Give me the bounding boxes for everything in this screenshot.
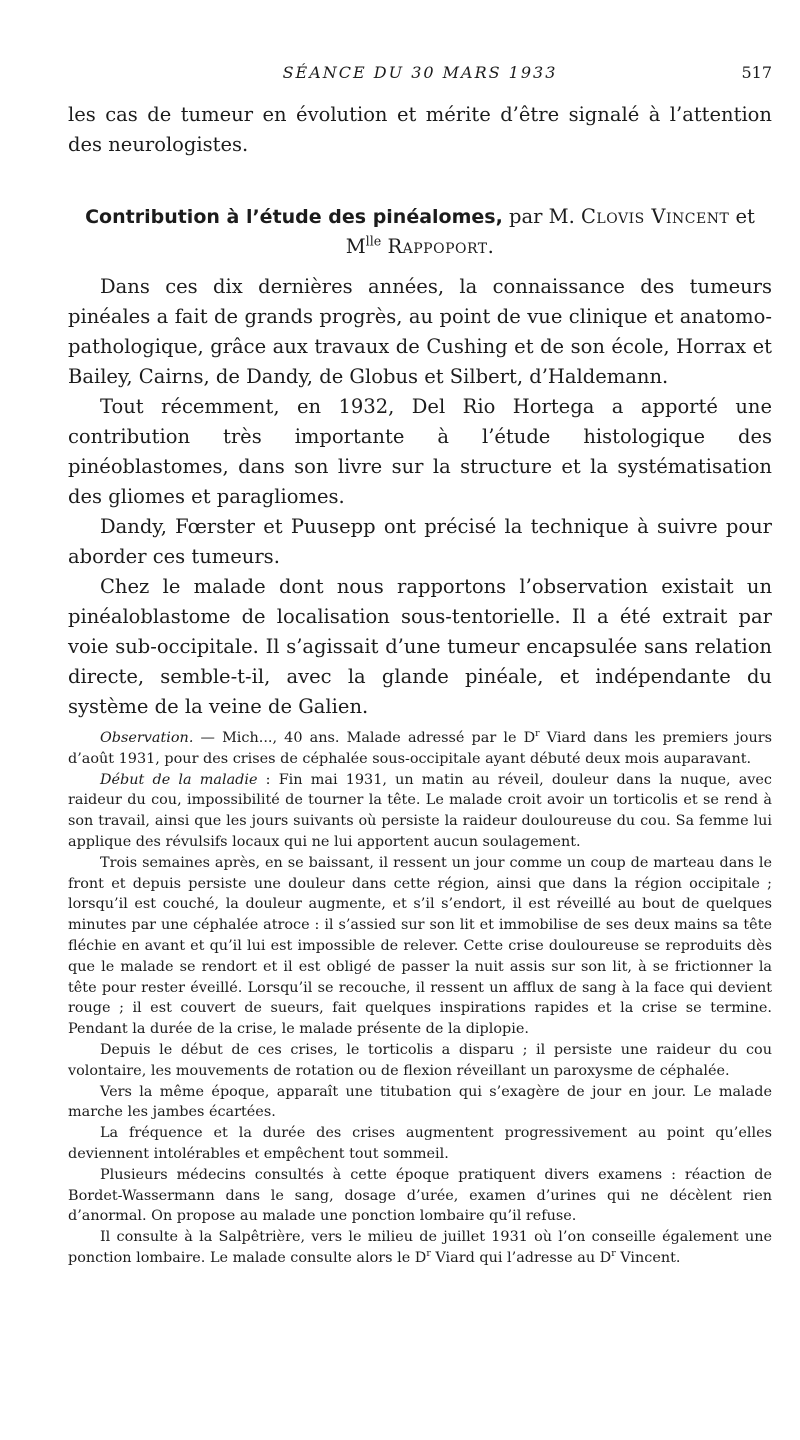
case-paragraph-5: Plusieurs médecins consultés à cette époque pratiquent divers examens : réaction de Bordet-Wassermann dans le sang, dosage d’urée, examen d’urines qui ne décèlent rien d’anormal. On propose au malade une ponction lombaire qu’il refuse. [68, 1166, 772, 1225]
page-number: 517 [741, 63, 772, 82]
continuation-paragraph: les cas de tumeur en évolution et mérite d’être signalé à l’attention des neurologistes. [68, 103, 772, 156]
byline-conj: et [735, 205, 755, 228]
page-body [68, 100, 772, 1269]
byline-par: par M. [509, 205, 575, 228]
case-paragraph-3: Vers la même époque, apparaît une titubation qui s’exagère de jour en jour. Le malade marche les jambes écartées. [68, 1083, 772, 1121]
intro-paragraph-3: Dandy, Fœrster et Puusepp ont précisé la technique à suivre pour aborder ces tumeurs. [68, 515, 772, 568]
case-paragraph-6: Il consulte à la Salpêtrière, vers le milieu de juillet 1931 où l’on conseille également une ponction lombaire. Le malade consulte alors le $D^r$ Viard qui l’adresse au $D^r$ Vincent. [68, 1229, 772, 1266]
mlle-title: $M^{lle}$ [345, 233, 382, 258]
intro-paragraph-1: Dans ces dix dernières années, la connaissance des tumeurs pinéales a fait de grands progrès, au point de vue clinique et anatomo-pathologique, grâce aux travaux de Cushing et de son école, Horrax et Bailey, Cairns, de Dandy, de Globus et Silbert, d’Haldemann. [68, 275, 772, 388]
author-1: Clovis Vincent [581, 205, 730, 228]
article-title: Contribution à l’étude des pinéalomes, [85, 206, 503, 228]
case-paragraph-4: La fréquence et la durée des crises augmentent progressivement au point qu’elles deviennent intolérables et empêchent tout sommeil. [68, 1125, 772, 1162]
debut-label: Début de la maladie [100, 771, 258, 788]
author-2: Rappoport. [387, 235, 495, 258]
case-paragraph-1: Trois semaines après, en se baissant, il ressent un jour comme un coup de marteau dans le front et depuis persiste une douleur dans cette région, ainsi que dans la région occipitale ; lorsqu’il est couché, la douleur augmente, et s’il s’endort, il est réveillé au bout de quelques minutes par une céphalée atroce : il s’assied sur son lit et immobilise de ses deux mains sa tête fléchie en avant et qu’il lui est impossible de relever. Cette crise douloureuse se reproduits dès que le malade se rendort et il est obligé de passer la nuit assis sur son lit, à se frictionner la tête pour rester éveillé. Lorsqu’il se recouche, il ressent un afflux de sang à la face qui devient rouge ; il est couvert de sueurs, fait quelques inspirations rapides et la crise se termine. Pendant la durée de la crise, le malade présente de la diplopie. [68, 854, 772, 1038]
intro-paragraph-2: Tout récemment, en 1932, Del Rio Hortega a apporté une contribution très importante à l’étude histologique des pinéoblastomes, dans son livre sur la structure et la systématisation des gliomes et paragliomes. [68, 395, 772, 508]
observation-paragraph: Observation. — Mich..., 40 ans. Malade adressé par le $D^r$ Viard dans les premiers jours d’août 1931, pour des crises de céphalée sous-occipitale ayant débuté deux mois auparavant. [68, 728, 772, 767]
article-title-block [68, 202, 772, 262]
case-paragraph-2: Depuis le début de ces crises, le torticolis a disparu ; il persiste une raideur du cou volontaire, les mouvements de rotation ou de flexion réveillant un paroxysme de céphalée. [68, 1041, 772, 1079]
running-title: SÉANCE DU 30 MARS 1933 [282, 63, 558, 82]
intro-paragraph-4: Chez le malade dont nous rapportons l’observation existait un pinéaloblastome de localisation sous-tentorielle. Il a été extrait par voie sub-occipitale. Il s’agissait d’une tumeur encapsulée sans relation directe, semble-t-il, avec la glande pinéale, et indépendante du système de la veine de Galien. [68, 575, 772, 718]
observation-label: Observation. [100, 730, 194, 746]
page-header [68, 63, 772, 87]
debut-paragraph: Début de la maladie : Fin mai 1931, un matin au réveil, douleur dans la nuque, avec raideur du cou, impossibilité de tourner la tête. Le malade croit avoir un torticolis et se rend à son travail, ainsi que les jours suivants où persiste la raideur douloureuse du cou. Sa femme lui applique des révulsifs locaux qui ne lui apportent aucun soulagement. [68, 771, 772, 850]
